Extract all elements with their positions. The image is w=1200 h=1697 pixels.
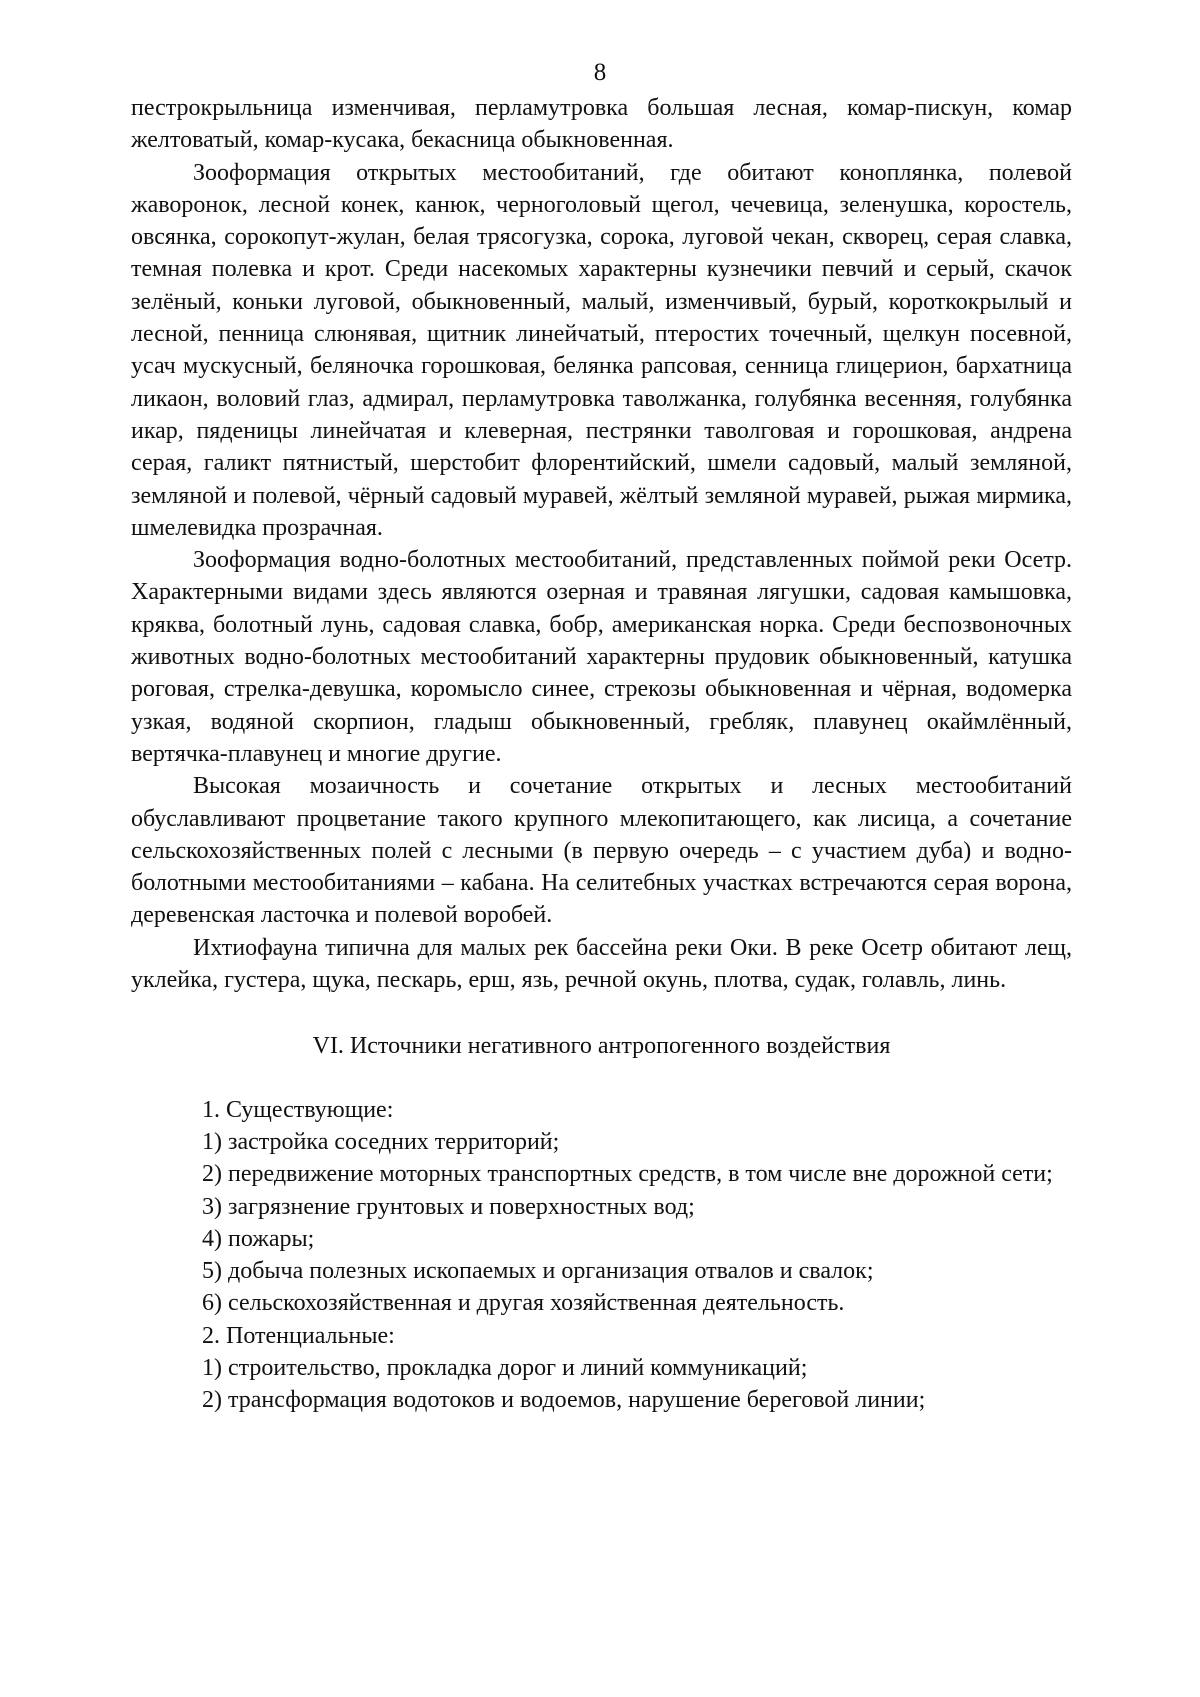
page-content [131,92,1072,1417]
list-item: 1. Существующие: [202,1096,394,1123]
paragraph-continuation: пестрокрыльница изменчивая, перламутровка большая лесная, комар-пискун, комар желтоватый, комар-кусака, бекасница обыкновенная. [131,95,1072,154]
list-item: 1) строительство, прокладка дорог и линий коммуникаций; [202,1354,808,1381]
list-item: 6) сельскохозяйственная и другая хозяйственная деятельность. [202,1290,845,1317]
list-item: 4) пожары; [202,1225,315,1252]
list-item: 2) трансформация водотоков и водоемов, нарушение береговой линии; [202,1387,926,1414]
list-item: 3) загрязнение грунтовых и поверхностных вод; [202,1193,695,1220]
paragraph-ichthyofauna: Ихтиофауна типична для малых рек бассейна реки Оки. В реке Осетр обитают лещ, уклейка, густера, щука, пескарь, ерш, язь, речной окунь, плотва, судак, голавль, линь. [131,934,1072,994]
paragraph-mosaic-habitats: Высокая мозаичность и сочетание открытых и лесных местообитаний обуславливают процветание такого крупного млекопитающего, как лисица, а сочетание сельскохозяйственных полей с лесными (в первую очередь – с участием дуба) и водно-болотными местообитаниями – кабана. На селитебных участках встречаются серая ворона, деревенская ласточка и полевой воробей. [131,773,1072,929]
impact-sources-list [131,1094,1072,1417]
page-number: 8 [593,59,607,86]
section-heading: VI. Источники негативного антропогенного воздействия [312,1033,891,1060]
list-item: 2. Потенциальные: [202,1322,395,1349]
list-item: 5) добыча полезных ископаемых и организация отвалов и свалок; [202,1258,874,1285]
list-item: 1) застройка соседних территорий; [202,1128,560,1155]
list-item: 2) передвижение моторных транспортных средств, в том числе вне дорожной сети; [202,1161,1053,1188]
paragraph-wetland-habitats: Зооформация водно-болотных местообитаний, представленных поймой реки Осетр. Характерными видами здесь являются озерная и травяная лягушки, садовая камышовка, кряква, болотный лунь, садовая славка, бобр, американская норка. Среди беспозвоночных животных водно-болотных местообитаний характерны прудовик обыкновенный, катушка роговая, стрелка-девушка, коромысло синее, стрекозы обыкновенная и чёрная, водомерка узкая, водяной скорпион, гладыш обыкновенный, гребляк, плавунец окаймлённый, вертячка-плавунец и многие другие. [131,547,1072,767]
paragraph-open-habitats: Зооформация открытых местообитаний, где обитают коноплянка, полевой жаворонок, лесной конек, канюк, черноголовый щегол, чечевица, зеленушка, коростель, овсянка, сорокопут-жулан, белая трясогузка, сорока, луговой чекан, скворец, серая славка, темная полевка и крот. Среди насекомых характерны кузнечики певчий и серый, скачок зелёный, коньки луговой, обыкновенный, малый, изменчивый, бурый, короткокрылый и лесной, пенница слюнявая, щитник линейчатый, птеростих точечный, щелкун посевной, усач мускусный, беляночка горошковая, белянка рапсовая, сенница глицерион, бархатница ликаон, воловий глаз, адмирал, перламутровка таволжанка, голубянка весенняя, голубянка икар, пяденицы линейчатая и клеверная, пестрянки таволговая и горошковая, андрена серая, галикт пятнистый, шерстобит флорентийский, шмели садовый, малый земляной, земляной и полевой, чёрный садовый муравей, жёлтый земляной муравей, рыжая мирмика, шмелевидка прозрачная. [131,159,1072,541]
